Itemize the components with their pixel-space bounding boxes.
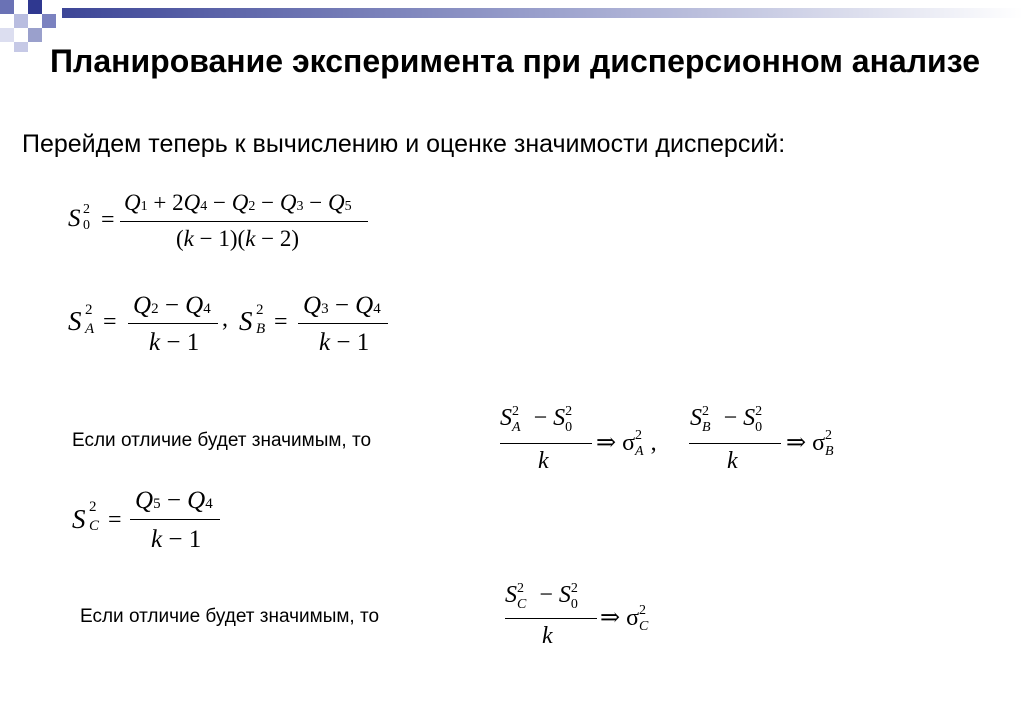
page-title: Планирование эксперимента при дисперсионном анализе — [50, 43, 980, 79]
note-significance-ab: Если отличие будет значимым, то — [72, 430, 372, 451]
note-significance-c: Если отличие будет значимым, то — [80, 606, 380, 627]
intro-text: Перейдем теперь к вычислению и оценке значимости дисперсий: — [22, 130, 786, 158]
